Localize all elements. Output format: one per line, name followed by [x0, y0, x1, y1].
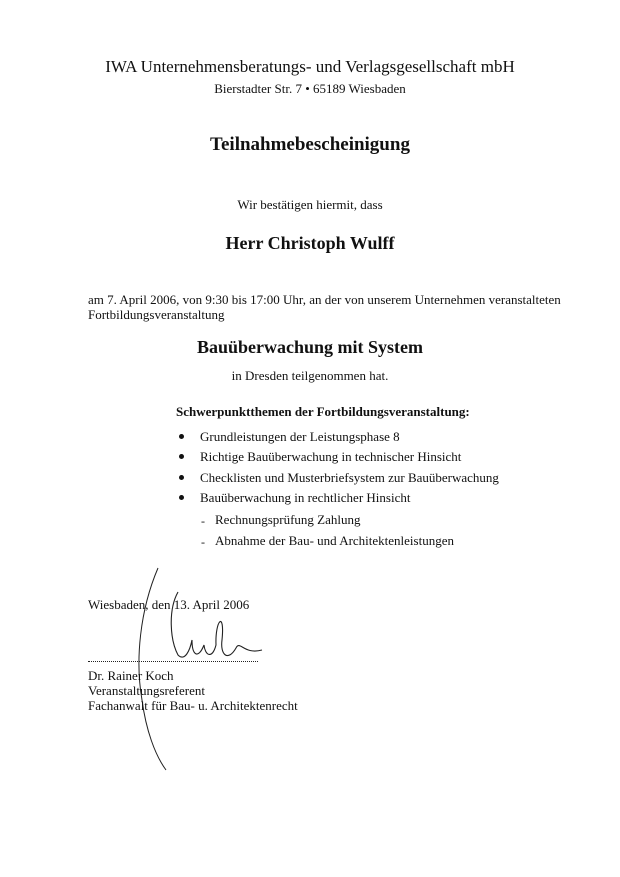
- dash-icon: -: [201, 535, 205, 549]
- signatory-name: Dr. Rainer Koch: [88, 668, 174, 683]
- company-address: Bierstadter Str. 7 • 65189 Wiesbaden: [214, 81, 406, 96]
- signature-line: [88, 661, 258, 662]
- location-text: in Dresden teilgenommen hat.: [231, 368, 389, 383]
- company-name: IWA Unternehmensberatungs- und Verlagsgesellschaft mbH: [105, 57, 515, 76]
- topic-item: Bauüberwachung in rechtlicher Hinsicht: [200, 490, 411, 505]
- topic-item: Grundleistungen der Leistungsphase 8: [200, 429, 400, 444]
- topic-item: Richtige Bauüberwachung in technischer Hinsicht: [200, 449, 462, 464]
- dash-icon: -: [201, 514, 205, 528]
- event-line-1: am 7. April 2006, von 9:30 bis 17:00 Uhr, an der von unserem Unternehmen veranstalteten: [88, 292, 561, 307]
- subtopic-item: Abnahme der Bau- und Architektenleistungen: [215, 533, 454, 548]
- subtopic-item: Rechnungsprüfung Zahlung: [215, 512, 361, 527]
- event-line-2: Fortbildungsveranstaltung: [88, 307, 225, 322]
- intro-text: Wir bestätigen hiermit, dass: [237, 197, 383, 212]
- signatory-role: Veranstaltungsreferent: [88, 683, 205, 698]
- topic-item: Checklisten und Musterbriefsystem zur Bauüberwachung: [200, 470, 499, 485]
- participant-name: Herr Christoph Wulff: [225, 233, 395, 253]
- course-title: Bauüberwachung mit System: [196, 337, 424, 357]
- topics-heading: Schwerpunktthemen der Fortbildungsveranstaltung:: [176, 404, 470, 419]
- signatory-title: Fachanwalt für Bau- u. Architektenrecht: [88, 698, 298, 713]
- document-title: Teilnahmebescheinigung: [210, 134, 410, 155]
- place-date: Wiesbaden, den 13. April 2006: [88, 597, 250, 612]
